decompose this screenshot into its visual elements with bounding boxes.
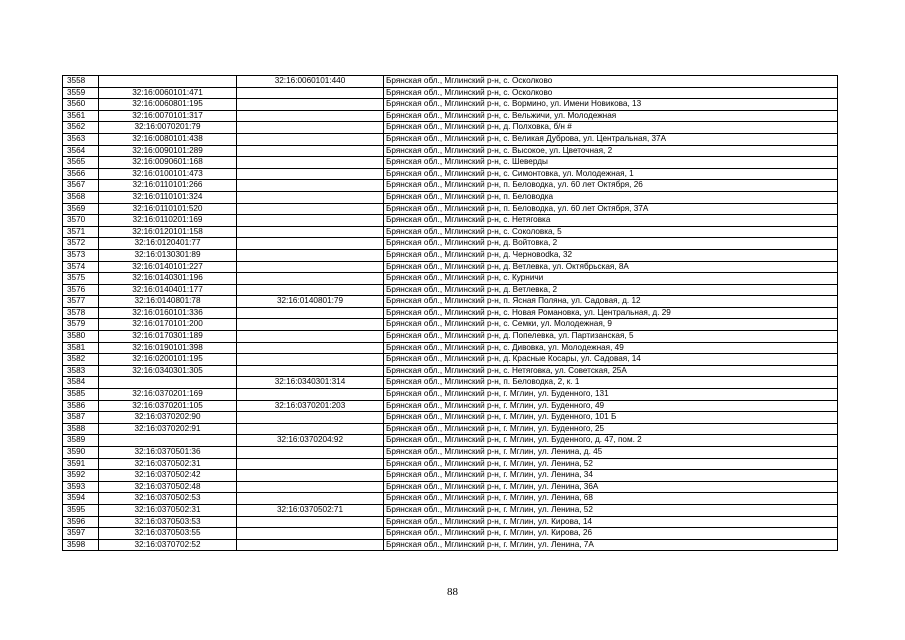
row-number-cell: 3558	[63, 76, 99, 88]
row-number-cell: 3586	[63, 400, 99, 412]
related-cadastral-number-cell: 32:16:0370201:203	[237, 400, 384, 412]
table-row	[63, 284, 838, 296]
address-cell: Брянская обл., Мглинский р-н, с. Осколково	[384, 87, 838, 99]
address-cell: Брянская обл., Мглинский р-н, с. Курничи	[384, 273, 838, 285]
cadastral-number-cell: 32:16:0170101:200	[99, 319, 237, 331]
address-cell: Брянская обл., Мглинский р-н, п. Беловодка, 2, к. 1	[384, 377, 838, 389]
address-cell: Брянская обл., Мглинский р-н, г. Мглин, ул. Буденного, 25	[384, 423, 838, 435]
table-row	[63, 435, 838, 447]
cadastral-number-cell: 32:16:0190101:398	[99, 342, 237, 354]
address-cell: Брянская обл., Мглинский р-н, д. Черновodka, 32	[384, 249, 838, 261]
cadastral-number-cell: 32:16:0370702:52	[99, 539, 237, 551]
address-cell: Брянская обл., Мглинский р-н, с. Вормино, ул. Имени Новикова, 13	[384, 99, 838, 111]
table-row	[63, 203, 838, 215]
related-cadastral-number-cell	[237, 365, 384, 377]
row-number-cell: 3585	[63, 389, 99, 401]
address-cell: Брянская обл., Мглинский р-н, с. Новая Романовка, ул. Центральная, д. 29	[384, 307, 838, 319]
cadastral-number-cell: 32:16:0370201:105	[99, 400, 237, 412]
table-row	[63, 99, 838, 111]
table-row	[63, 238, 838, 250]
related-cadastral-number-cell	[237, 133, 384, 145]
related-cadastral-number-cell	[237, 284, 384, 296]
related-cadastral-number-cell	[237, 99, 384, 111]
related-cadastral-number-cell	[237, 389, 384, 401]
table-body	[63, 76, 838, 551]
row-number-cell: 3560	[63, 99, 99, 111]
table-row	[63, 447, 838, 459]
row-number-cell: 3580	[63, 331, 99, 343]
row-number-cell: 3594	[63, 493, 99, 505]
cadastral-number-cell: 32:16:0370502:42	[99, 470, 237, 482]
cadastral-number-cell: 32:16:0110101:266	[99, 180, 237, 192]
related-cadastral-number-cell	[237, 249, 384, 261]
cadastral-number-cell: 32:16:0090101:289	[99, 145, 237, 157]
cadastral-number-cell: 32:16:0120101:158	[99, 226, 237, 238]
table-row	[63, 226, 838, 238]
registry-table	[62, 75, 838, 551]
row-number-cell: 3591	[63, 458, 99, 470]
related-cadastral-number-cell: 32:16:0340301:314	[237, 377, 384, 389]
row-number-cell: 3564	[63, 145, 99, 157]
cadastral-number-cell: 32:16:0120401:77	[99, 238, 237, 250]
row-number-cell: 3577	[63, 296, 99, 308]
cadastral-number-cell: 32:16:0340301:305	[99, 365, 237, 377]
cadastral-number-cell	[99, 435, 237, 447]
row-number-cell: 3571	[63, 226, 99, 238]
related-cadastral-number-cell	[237, 423, 384, 435]
table-row	[63, 528, 838, 540]
row-number-cell: 3576	[63, 284, 99, 296]
related-cadastral-number-cell	[237, 528, 384, 540]
row-number-cell: 3589	[63, 435, 99, 447]
address-cell: Брянская обл., Мглинский р-н, г. Мглин, ул. Буденного, д. 47, пом. 2	[384, 435, 838, 447]
table-row	[63, 423, 838, 435]
row-number-cell: 3592	[63, 470, 99, 482]
table-row	[63, 157, 838, 169]
row-number-cell: 3568	[63, 191, 99, 203]
table-row	[63, 261, 838, 273]
table-row	[63, 307, 838, 319]
related-cadastral-number-cell	[237, 168, 384, 180]
address-cell: Брянская обл., Мглинский р-н, г. Мглин, ул. Ленина, 7А	[384, 539, 838, 551]
table-row	[63, 191, 838, 203]
cadastral-number-cell: 32:16:0060801:195	[99, 99, 237, 111]
cadastral-number-cell	[99, 377, 237, 389]
table-row	[63, 389, 838, 401]
row-number-cell: 3579	[63, 319, 99, 331]
cadastral-number-cell: 32:16:0370503:53	[99, 516, 237, 528]
table-row	[63, 504, 838, 516]
cadastral-number-cell: 32:16:0370503:55	[99, 528, 237, 540]
row-number-cell: 3565	[63, 157, 99, 169]
cadastral-number-cell: 32:16:0370502:31	[99, 458, 237, 470]
row-number-cell: 3572	[63, 238, 99, 250]
row-number-cell: 3570	[63, 215, 99, 227]
table-row	[63, 354, 838, 366]
related-cadastral-number-cell	[237, 331, 384, 343]
cadastral-number-cell: 32:16:0110101:520	[99, 203, 237, 215]
related-cadastral-number-cell	[237, 157, 384, 169]
related-cadastral-number-cell	[237, 539, 384, 551]
address-cell: Брянская обл., Мглинский р-н, п. Беловодка	[384, 191, 838, 203]
cadastral-number-cell: 32:16:0070201:79	[99, 122, 237, 134]
row-number-cell: 3582	[63, 354, 99, 366]
table-row	[63, 319, 838, 331]
table-row	[63, 481, 838, 493]
row-number-cell: 3593	[63, 481, 99, 493]
cadastral-number-cell	[99, 76, 237, 88]
address-cell: Брянская обл., Мглинский р-н, с. Соколовка, 5	[384, 226, 838, 238]
related-cadastral-number-cell	[237, 145, 384, 157]
address-cell: Брянская обл., Мглинский р-н, с. Дивовка, ул. Молодежная, 49	[384, 342, 838, 354]
related-cadastral-number-cell	[237, 493, 384, 505]
table-row	[63, 331, 838, 343]
cadastral-number-cell: 32:16:0110101:324	[99, 191, 237, 203]
address-cell: Брянская обл., Мглинский р-н, г. Мглин, ул. Ленина, д. 45	[384, 447, 838, 459]
address-cell: Брянская обл., Мглинский р-н, д. Войтовка, 2	[384, 238, 838, 250]
related-cadastral-number-cell	[237, 319, 384, 331]
address-cell: Брянская обл., Мглинский р-н, г. Мглин, ул. Ленина, 36А	[384, 481, 838, 493]
cadastral-number-cell: 32:16:0110201:169	[99, 215, 237, 227]
address-cell: Брянская обл., Мглинский р-н, г. Мглин, ул. Ленина, 68	[384, 493, 838, 505]
table-row	[63, 342, 838, 354]
related-cadastral-number-cell: 32:16:0140801:79	[237, 296, 384, 308]
table-row	[63, 458, 838, 470]
related-cadastral-number-cell: 32:16:0370502:71	[237, 504, 384, 516]
table-row	[63, 122, 838, 134]
related-cadastral-number-cell	[237, 261, 384, 273]
related-cadastral-number-cell	[237, 412, 384, 424]
row-number-cell: 3588	[63, 423, 99, 435]
row-number-cell: 3597	[63, 528, 99, 540]
table-row	[63, 400, 838, 412]
address-cell: Брянская обл., Мглинский р-н, с. Шеверды	[384, 157, 838, 169]
cadastral-number-cell: 32:16:0100101:473	[99, 168, 237, 180]
row-number-cell: 3596	[63, 516, 99, 528]
cadastral-number-cell: 32:16:0370501:36	[99, 447, 237, 459]
related-cadastral-number-cell	[237, 273, 384, 285]
table-row	[63, 110, 838, 122]
row-number-cell: 3587	[63, 412, 99, 424]
related-cadastral-number-cell	[237, 110, 384, 122]
cadastral-number-cell: 32:16:0090601:168	[99, 157, 237, 169]
address-cell: Брянская обл., Мглинский р-н, г. Мглин, ул. Буденного, 49	[384, 400, 838, 412]
cadastral-number-cell: 32:16:0370502:31	[99, 504, 237, 516]
related-cadastral-number-cell	[237, 481, 384, 493]
related-cadastral-number-cell	[237, 516, 384, 528]
table-row	[63, 168, 838, 180]
related-cadastral-number-cell	[237, 447, 384, 459]
address-cell: Брянская обл., Мглинский р-н, с. Вельжичи, ул. Молодежная	[384, 110, 838, 122]
address-cell: Брянская обл., Мглинский р-н, с. Высокое, ул. Цветочная, 2	[384, 145, 838, 157]
table-row	[63, 87, 838, 99]
related-cadastral-number-cell	[237, 354, 384, 366]
related-cadastral-number-cell	[237, 238, 384, 250]
address-cell: Брянская обл., Мглинский р-н, г. Мглин, ул. Ленина, 52	[384, 504, 838, 516]
related-cadastral-number-cell	[237, 226, 384, 238]
related-cadastral-number-cell	[237, 203, 384, 215]
table-row	[63, 470, 838, 482]
address-cell: Брянская обл., Мглинский р-н, с. Семки, ул. Молодежная, 9	[384, 319, 838, 331]
table-row	[63, 145, 838, 157]
related-cadastral-number-cell: 32:16:0370204:92	[237, 435, 384, 447]
table-row	[63, 273, 838, 285]
related-cadastral-number-cell	[237, 342, 384, 354]
cadastral-number-cell: 32:16:0370202:91	[99, 423, 237, 435]
row-number-cell: 3563	[63, 133, 99, 145]
address-cell: Брянская обл., Мглинский р-н, с. Симонтовка, ул. Молодежная, 1	[384, 168, 838, 180]
address-cell: Брянская обл., Мглинский р-н, п. Беловодка, ул. 60 лет Октября, 26	[384, 180, 838, 192]
cadastral-number-cell: 32:16:0140101:227	[99, 261, 237, 273]
cadastral-number-cell: 32:16:0370502:53	[99, 493, 237, 505]
cadastral-number-cell: 32:16:0170301:189	[99, 331, 237, 343]
row-number-cell: 3559	[63, 87, 99, 99]
related-cadastral-number-cell: 32:16:0060101:440	[237, 76, 384, 88]
table-row	[63, 76, 838, 88]
row-number-cell: 3583	[63, 365, 99, 377]
row-number-cell: 3566	[63, 168, 99, 180]
related-cadastral-number-cell	[237, 191, 384, 203]
address-cell: Брянская обл., Мглинский р-н, п. Беловодка, ул. 60 лет Октября, 37А	[384, 203, 838, 215]
address-cell: Брянская обл., Мглинский р-н, п. Ясная Поляна, ул. Садовая, д. 12	[384, 296, 838, 308]
cadastral-number-cell: 32:16:0060101:471	[99, 87, 237, 99]
row-number-cell: 3595	[63, 504, 99, 516]
address-cell: Брянская обл., Мглинский р-н, г. Мглин, ул. Кирова, 26	[384, 528, 838, 540]
address-cell: Брянская обл., Мглинский р-н, д. Ветлевка, 2	[384, 284, 838, 296]
table-row	[63, 493, 838, 505]
row-number-cell: 3562	[63, 122, 99, 134]
table-row	[63, 539, 838, 551]
related-cadastral-number-cell	[237, 180, 384, 192]
related-cadastral-number-cell	[237, 87, 384, 99]
address-cell: Брянская обл., Мглинский р-н, г. Мглин, ул. Кирова, 14	[384, 516, 838, 528]
row-number-cell: 3575	[63, 273, 99, 285]
related-cadastral-number-cell	[237, 122, 384, 134]
address-cell: Брянская обл., Мглинский р-н, д. Попелевка, ул. Партизанская, 5	[384, 331, 838, 343]
table-row	[63, 180, 838, 192]
address-cell: Брянская обл., Мглинский р-н, г. Мглин, ул. Буденного, 101 Б	[384, 412, 838, 424]
row-number-cell: 3584	[63, 377, 99, 389]
row-number-cell: 3578	[63, 307, 99, 319]
cadastral-number-cell: 32:16:0140301:196	[99, 273, 237, 285]
cadastral-number-cell: 32:16:0200101:195	[99, 354, 237, 366]
address-cell: Брянская обл., Мглинский р-н, д. Ветлевка, ул. Октябрьская, 8А	[384, 261, 838, 273]
related-cadastral-number-cell	[237, 215, 384, 227]
related-cadastral-number-cell	[237, 470, 384, 482]
related-cadastral-number-cell	[237, 458, 384, 470]
related-cadastral-number-cell	[237, 307, 384, 319]
row-number-cell: 3598	[63, 539, 99, 551]
cadastral-number-cell: 32:16:0140401:177	[99, 284, 237, 296]
address-cell: Брянская обл., Мглинский р-н, г. Мглин, ул. Ленина, 52	[384, 458, 838, 470]
row-number-cell: 3581	[63, 342, 99, 354]
cadastral-number-cell: 32:16:0370502:48	[99, 481, 237, 493]
table-row	[63, 249, 838, 261]
cadastral-number-cell: 32:16:0140801:78	[99, 296, 237, 308]
table-row	[63, 516, 838, 528]
address-cell: Брянская обл., Мглинский р-н, д. Полховка, б/н #	[384, 122, 838, 134]
address-cell: Брянская обл., Мглинский р-н, д. Красные Косары, ул. Садовая, 14	[384, 354, 838, 366]
row-number-cell: 3574	[63, 261, 99, 273]
table-row	[63, 412, 838, 424]
row-number-cell: 3569	[63, 203, 99, 215]
address-cell: Брянская обл., Мглинский р-н, с. Осколково	[384, 76, 838, 88]
cadastral-number-cell: 32:16:0160101:336	[99, 307, 237, 319]
address-cell: Брянская обл., Мглинский р-н, г. Мглин, ул. Ленина, 34	[384, 470, 838, 482]
address-cell: Брянская обл., Мглинский р-н, г. Мглин, ул. Буденного, 131	[384, 389, 838, 401]
row-number-cell: 3561	[63, 110, 99, 122]
cadastral-number-cell: 32:16:0370202:90	[99, 412, 237, 424]
row-number-cell: 3573	[63, 249, 99, 261]
address-cell: Брянская обл., Мглинский р-н, с. Великая Дуброва, ул. Центральная, 37А	[384, 133, 838, 145]
table-row	[63, 377, 838, 389]
table-row	[63, 133, 838, 145]
table-row	[63, 365, 838, 377]
row-number-cell: 3590	[63, 447, 99, 459]
cadastral-number-cell: 32:16:0070101:317	[99, 110, 237, 122]
cadastral-number-cell: 32:16:0130301:89	[99, 249, 237, 261]
cadastral-number-cell: 32:16:0080101:438	[99, 133, 237, 145]
address-cell: Брянская обл., Мглинский р-н, с. Нетяговка, ул. Советская, 25А	[384, 365, 838, 377]
table-row	[63, 215, 838, 227]
address-cell: Брянская обл., Мглинский р-н, с. Нетяговка	[384, 215, 838, 227]
page-number: 88	[447, 586, 458, 598]
cadastral-number-cell: 32:16:0370201:169	[99, 389, 237, 401]
row-number-cell: 3567	[63, 180, 99, 192]
table-row	[63, 296, 838, 308]
